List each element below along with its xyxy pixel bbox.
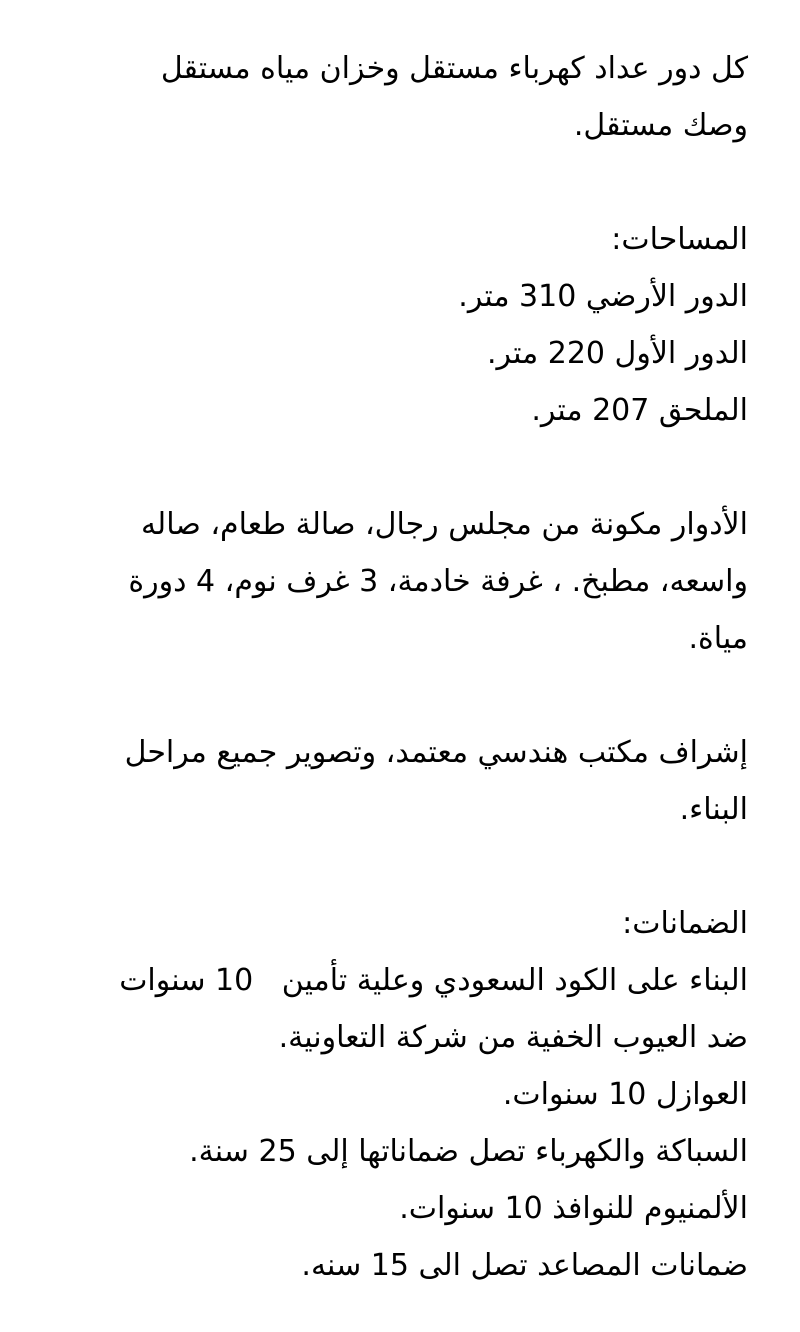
text-line: الألمنيوم للنوافذ 10 سنوات. [399,1191,748,1226]
text-line: وصك مستقل. [573,108,748,143]
text-line: ضد العيوب الخفية من شركة التعاونية. [278,1020,748,1055]
paragraph-areas [40,211,748,439]
text-line: إشراف مكتب هندسي معتمد، وتصوير جميع مراحل [124,735,748,770]
text-line: الدور الأول 220 متر. [486,336,748,371]
text-line: البناء على الكود السعودي وعلية تأمين 10 سنوات [119,963,748,998]
text-line: الدور الأرضي 310 متر. [458,279,748,314]
section-heading: المساحات: [611,222,748,257]
paragraph-rooms [40,496,748,667]
text-line: البناء. [679,792,748,827]
text-line: ضمانات المصاعد تصل الى 15 سنه. [301,1248,748,1283]
text-line: واسعه، مطبخ. ، غرفة خادمة، 3 غرف نوم، 4 دورة [128,564,748,599]
text-line: الأدوار مكونة من مجلس رجال، صالة طعام، صاله [140,507,748,542]
document-body [0,40,800,1294]
paragraph-utilities [40,40,748,154]
text-line: الملحق 207 متر. [531,393,748,428]
text-line: السباكة والكهرباء تصل ضماناتها إلى 25 سنة. [189,1134,748,1169]
text-line: مياة. [688,621,748,656]
text-line: العوازل 10 سنوات. [502,1077,748,1112]
section-heading: الضمانات: [622,906,748,941]
paragraph-warranties [40,895,748,1294]
text-line: كل دور عداد كهرباء مستقل وخزان مياه مستقل [160,51,748,86]
paragraph-supervision [40,724,748,838]
